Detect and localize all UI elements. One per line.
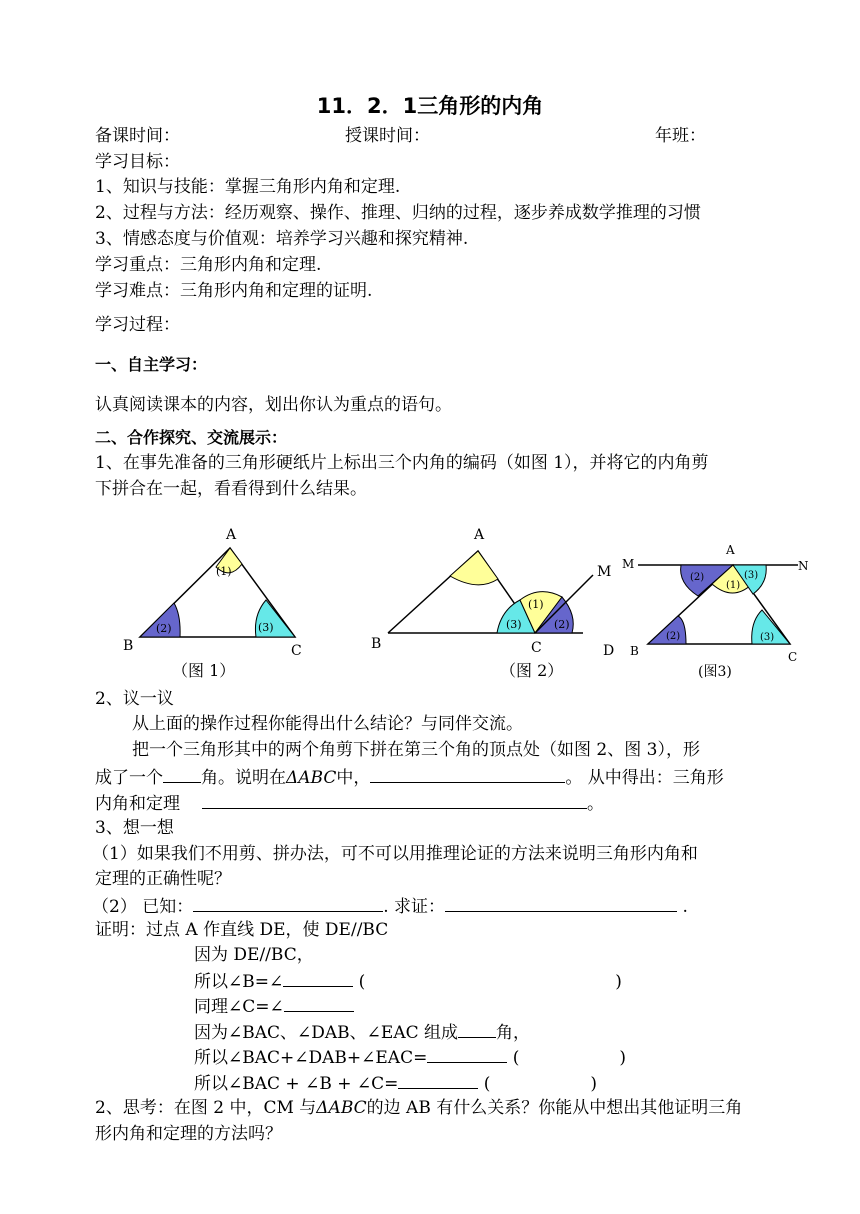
figure-3	[618, 538, 808, 668]
prep-time-label: 备课时间：	[95, 126, 180, 146]
proof-angle-c-blank[interactable]	[284, 993, 354, 1012]
proof-line2: 所以∠B=∠ ( )	[194, 968, 622, 994]
fig3-angle-1: (1)	[726, 580, 741, 591]
page-title: 11．2．1三角形的内角	[316, 94, 544, 118]
proof-sum-blank[interactable]	[427, 1044, 507, 1063]
proof-angle-b-blank[interactable]	[283, 968, 353, 987]
reflect-line2: 形内角和定理的方法吗？	[95, 1124, 282, 1144]
fig2-label-C: C	[531, 640, 542, 656]
fig2-angle-2: (2)	[554, 618, 570, 631]
proof-line4: 因为∠BAC、∠DAB、∠EAC 组成 角，	[194, 1019, 530, 1045]
proof-line1: 因为 DE//BC，	[194, 945, 314, 965]
think-q1-line2: 定理的正确性呢？	[95, 869, 231, 889]
given-blank[interactable]	[193, 893, 383, 912]
think-q1-line1: （1）如果我们不用剪、拼办法，可不可以用推理论证的方法来说明三角形内角和	[92, 844, 698, 864]
fig3-label-C: C	[788, 650, 798, 664]
fig1-angle-3: (3)	[258, 621, 274, 634]
fig3-label-B: B	[630, 644, 639, 658]
fig1-angle-2: (2)	[156, 622, 172, 635]
discuss-para-line3: 内角和定理 。	[95, 790, 604, 816]
discuss-heading: 2、议一议	[95, 689, 174, 709]
process-heading: 学习过程：	[95, 315, 180, 335]
fig1-label-A: A	[226, 527, 237, 543]
difficulty: 学习难点：三角形内角和定理的证明.	[95, 281, 373, 301]
objective-3: 3、情感态度与价值观：培养学习兴趣和探究精神.	[95, 229, 469, 249]
section2-heading: 二、合作探究、交流展示：	[95, 428, 288, 447]
fig3-angle-2-bottom: (2)	[666, 631, 681, 642]
fig2-label-M: M	[597, 564, 612, 580]
class-label: 年班：	[655, 126, 706, 146]
proof-line3: 同理∠C=∠	[194, 993, 354, 1019]
proof-line5: 所以∠BAC+∠DAB+∠EAC= ( )	[194, 1044, 626, 1070]
think-heading: 3、想一想	[95, 818, 174, 838]
fig2-angle-1: (1)	[528, 598, 544, 611]
discuss-para-line2: 成了一个 角。说明在ΔABC中， 。 从中得出：三角形	[95, 764, 724, 790]
fig2-label-B: B	[371, 636, 382, 652]
fig2-label-A: A	[474, 527, 485, 543]
fig2-angle-3: (3)	[506, 618, 522, 631]
section1-heading: 一、自主学习：	[95, 355, 208, 374]
fig2-caption: （图 2）	[500, 661, 564, 680]
section2-item1-line2: 下拼合在一起，看看得到什么结果。	[95, 479, 367, 499]
fig2-label-D: D	[603, 643, 615, 659]
fig1-label-C: C	[291, 643, 302, 659]
proof-angle-type-blank[interactable]	[458, 1019, 496, 1038]
objectives-heading: 学习目标：	[95, 152, 180, 172]
proof-line0: 证明：过点 A 作直线 DE，使 DE//BC	[95, 920, 389, 940]
think-q2: （2） 已知： . 求证： .	[92, 893, 688, 919]
discuss-question: 从上面的操作过程你能得出什么结论？与同伴交流。	[132, 714, 523, 734]
figure-2	[365, 520, 630, 665]
fig3-angle-2-top: (2)	[690, 572, 705, 583]
key-point: 学习重点：三角形内角和定理.	[95, 255, 322, 275]
fig3-angle-3-top: (3)	[744, 570, 759, 581]
fig1-caption: （图 1）	[172, 661, 236, 680]
fig1-label-B: B	[123, 638, 134, 654]
theorem-blank[interactable]	[202, 790, 587, 809]
fig1-angle-1: (1)	[216, 565, 232, 578]
fig3-label-N: N	[798, 559, 808, 573]
proof-total-blank[interactable]	[398, 1070, 478, 1089]
section2-item1-line1: 1、在事先准备的三角形硬纸片上标出三个内角的编码（如图 1），并将它的内角剪	[95, 453, 709, 473]
section1-text: 认真阅读课本的内容，划出你认为重点的语句。	[95, 395, 452, 415]
discuss-para-line1: 把一个三角形其中的两个角剪下拼在第三个角的顶点处（如图 2、图 3），形	[132, 740, 700, 760]
objective-1: 1、知识与技能：掌握三角形内角和定理.	[95, 177, 401, 197]
fig3-label-M: M	[622, 557, 635, 571]
reflect-line1: 2、思考：在图 2 中，CM 与ΔABC的边 AB 有什么关系？你能从中想出其他证明三角	[95, 1098, 743, 1118]
fig3-label-A: A	[726, 543, 735, 557]
prove-blank[interactable]	[445, 893, 677, 912]
fig3-caption: (图3)	[698, 664, 732, 680]
objective-2: 2、过程与方法：经历观察、操作、推理、归纳的过程，逐步养成数学推理的习惯	[95, 203, 701, 223]
fig3-angle-3-bottom: (3)	[760, 632, 775, 643]
angle-type-blank[interactable]	[163, 764, 201, 783]
proof-line6: 所以∠BAC + ∠B + ∠C= ( )	[194, 1070, 597, 1096]
teach-time-label: 授课时间：	[345, 126, 430, 146]
relation-blank[interactable]	[370, 764, 565, 783]
figure-1	[115, 520, 315, 660]
